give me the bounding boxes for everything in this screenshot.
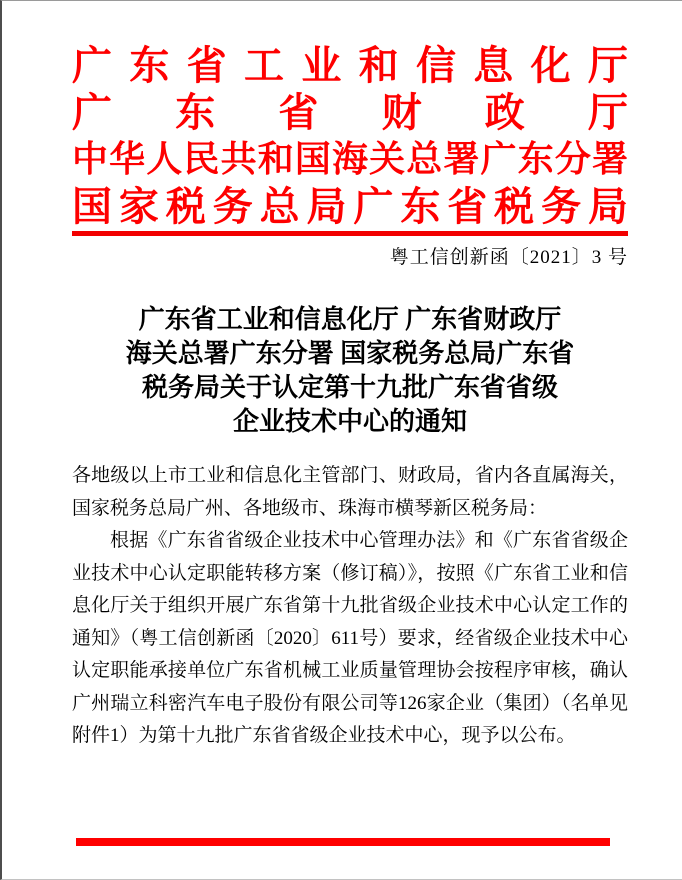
document-body — [72, 460, 628, 753]
document-number: 粤工信创新函〔2021〕3 号 — [389, 247, 628, 268]
page-content — [2, 1, 682, 753]
title-line-4: 企业技术中心的通知 — [232, 407, 467, 436]
title-line-1: 广东省工业和信息化厅 广东省财政厅 — [138, 305, 562, 334]
letterhead-line-1: 广 东 省 工 业 和 信 息 化 厅 — [72, 43, 628, 88]
letterhead-line-3: 中 华 人 民 共 和 国 海 关 总 署 广 东 分 署 — [72, 139, 628, 179]
body-paragraph: 根据《广东省省级企业技术中心管理办法》和《广东省省级企业技术中心认定职能转移方案（修订稿）》，按照《广东省工业和信息化厅关于组织开展广东省第十九批省级企业技术中心认定工作的通知》（粤工信创新函〔2020〕611号）要求，经省级企业技术中心认定职能承接单位广东省机械工业质量管理协会按程序审核，确认广州瑞立科密汽车电子股份有限公司等126家企业（集团）（名单见附件1）为第十九批广东省省级企业技术中心，现予以公布。 — [72, 530, 628, 746]
letterhead-line-2: 广 东 省 财 政 厅 — [72, 90, 628, 135]
salutation-paragraph: 各地级以上市工业和信息化主管部门、财政局，省内各直属海关，国家税务总局广州、各地级市、珠海市横琴新区税务局： — [72, 465, 628, 519]
letterhead-line-4: 国 家 税 务 总 局 广 东 省 税 务 局 — [72, 184, 628, 229]
title-line-3: 税务局关于认定第十九批广东省省级 — [141, 373, 558, 402]
notice-title — [72, 303, 628, 439]
footer-red-bar — [76, 838, 610, 846]
letterhead-divider — [72, 231, 628, 236]
title-line-2: 海关总署广东分署 国家税务总局广东省 — [125, 339, 575, 368]
letterhead — [72, 42, 628, 236]
